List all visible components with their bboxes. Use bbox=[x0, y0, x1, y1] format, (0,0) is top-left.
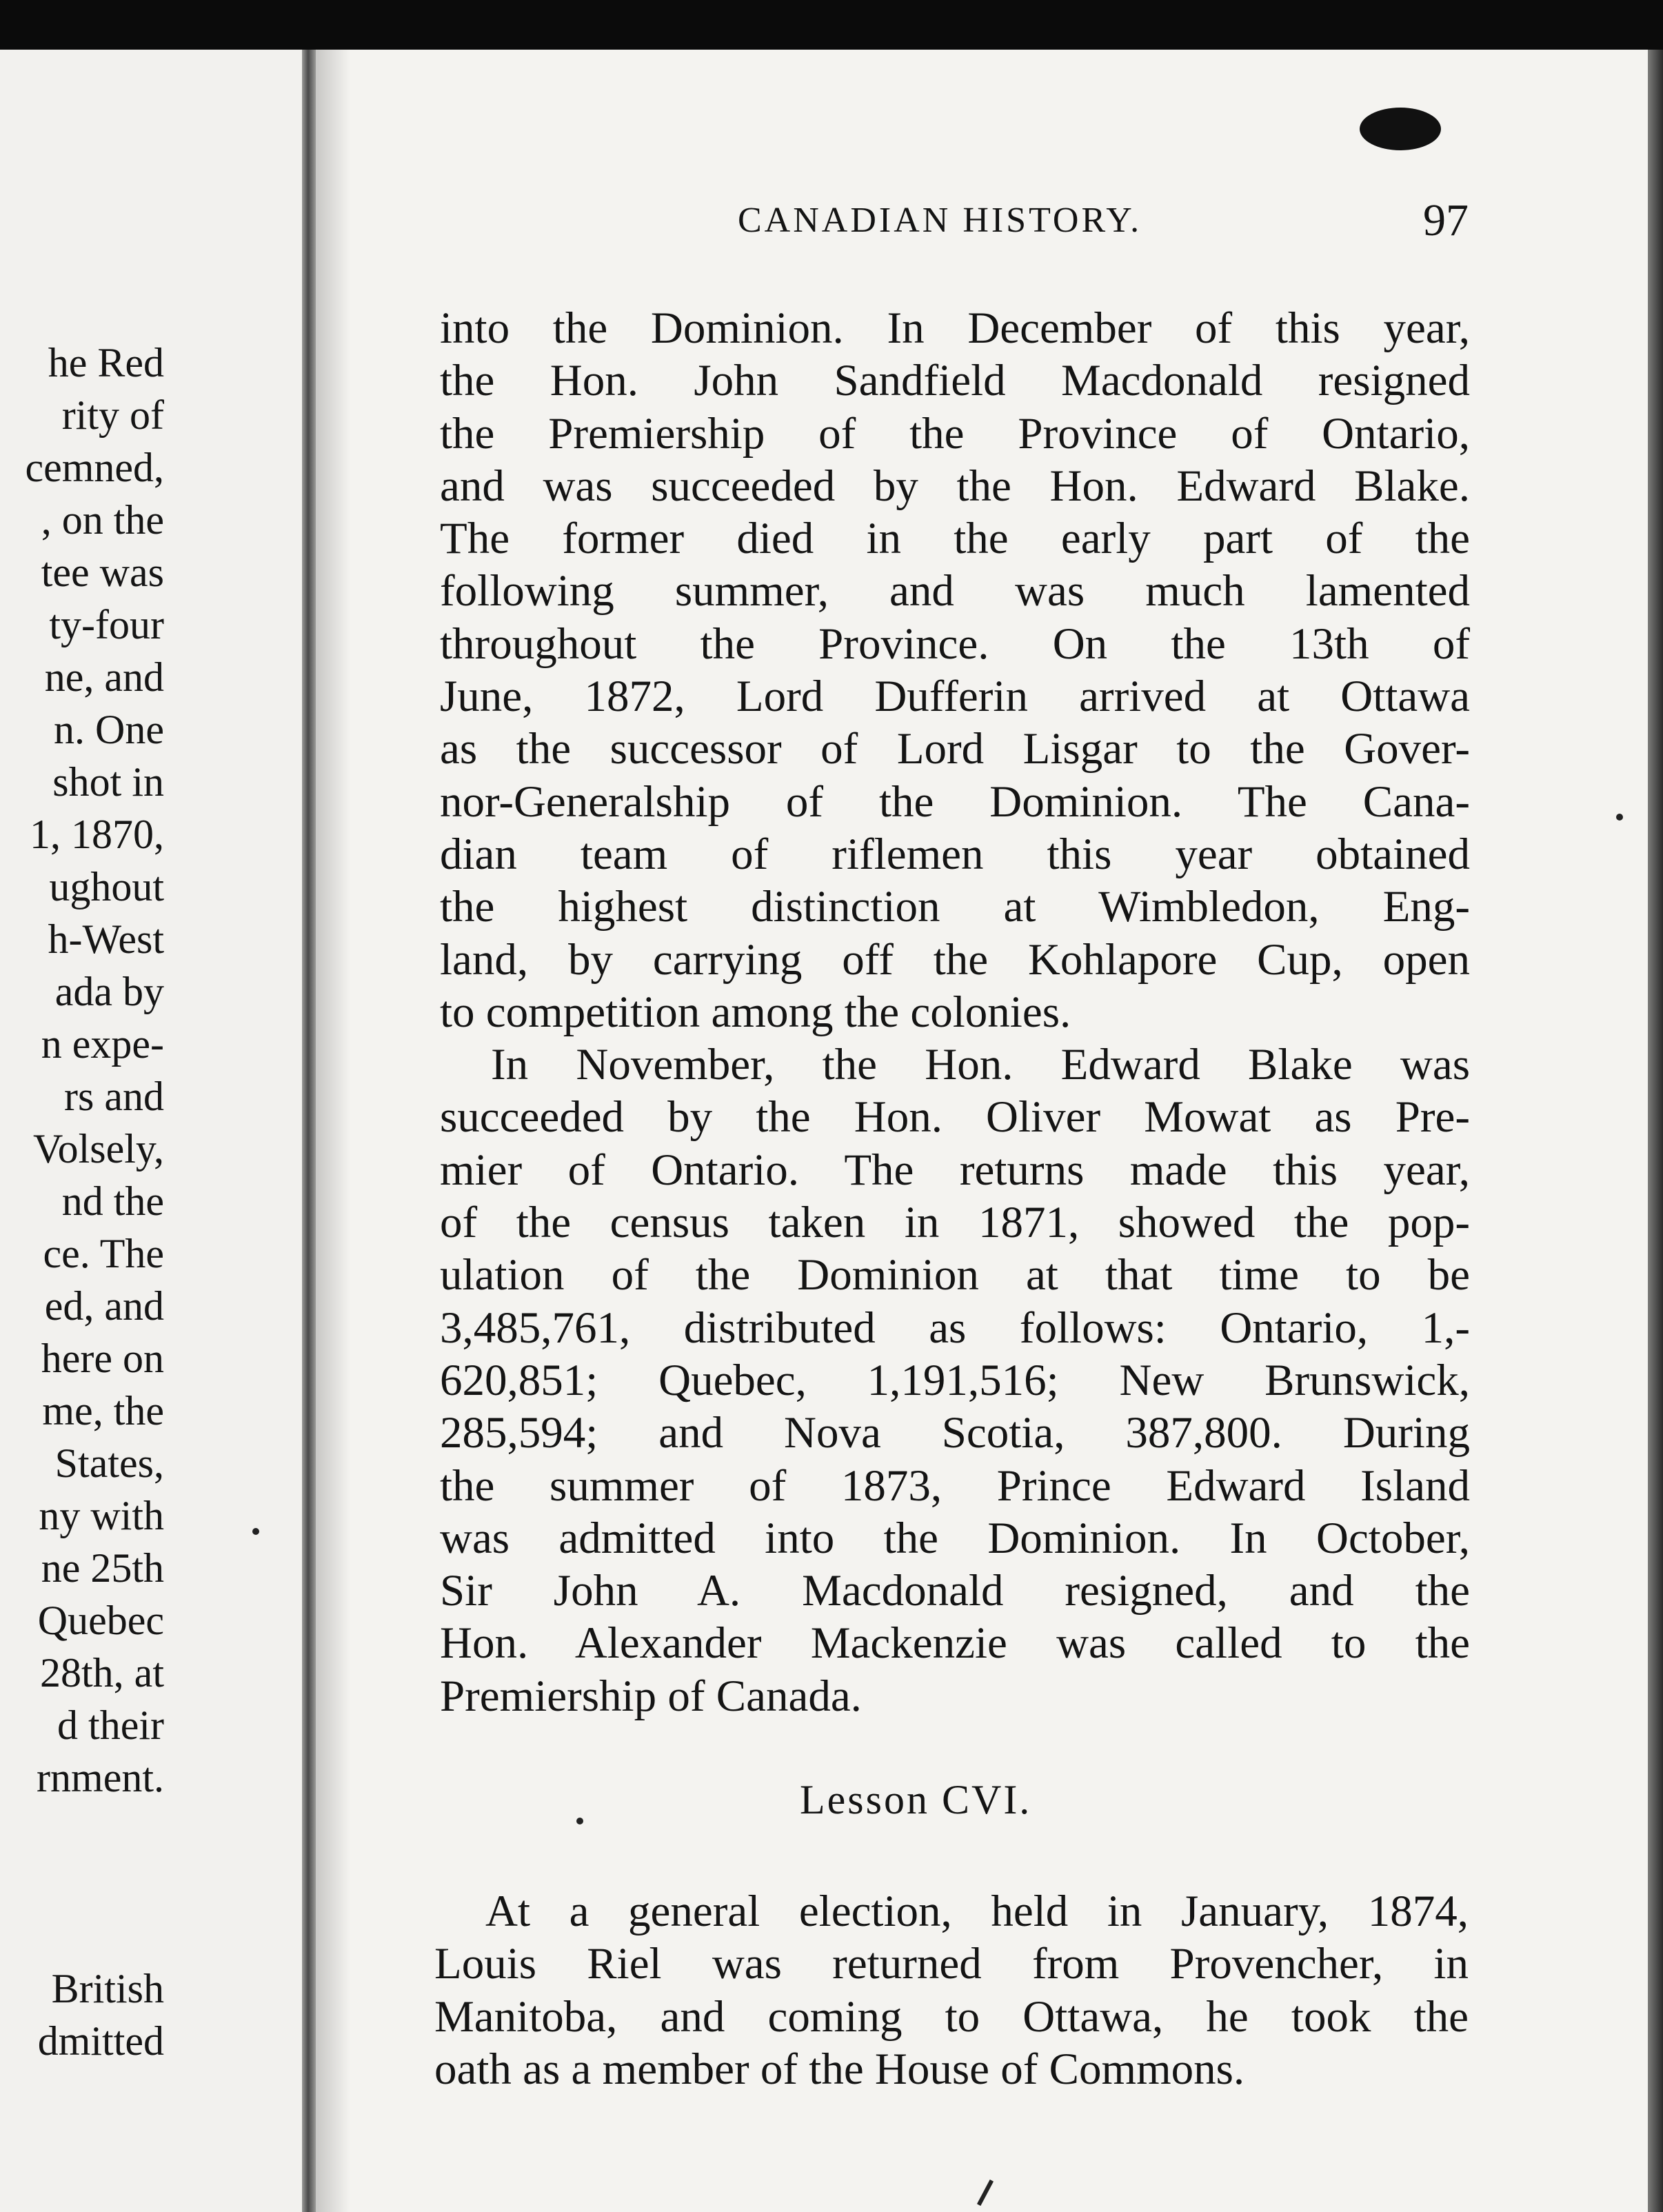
text-line: Manitoba, and coming to Ottawa, he took the bbox=[434, 1991, 1469, 2042]
facing-page-line: ce. The bbox=[43, 1231, 164, 1276]
facing-page-line: ty-four bbox=[49, 602, 164, 647]
facing-page-line: ny with bbox=[39, 1493, 164, 1538]
text-line: In November, the Hon. Edward Blake was bbox=[491, 1040, 1470, 1090]
text-line: as the successor of Lord Lisgar to the Gover- bbox=[440, 724, 1470, 774]
paragraph-3 bbox=[434, 1885, 1469, 2095]
facing-page-line: here on bbox=[41, 1336, 164, 1381]
facing-page-line: Volsely, bbox=[32, 1126, 164, 1172]
ink-blot bbox=[1360, 108, 1441, 150]
facing-page-line: British bbox=[51, 1966, 164, 2011]
page-gutter bbox=[302, 50, 316, 2212]
paragraph-2 bbox=[440, 1038, 1470, 1722]
facing-page-line: , on the bbox=[41, 497, 164, 543]
text-line: 3,485,761, distributed as follows: Ontario, 1,- bbox=[440, 1303, 1470, 1353]
text-line: oath as a member of the House of Commons. bbox=[434, 2044, 1245, 2094]
facing-page-line: Quebec bbox=[37, 1598, 164, 1643]
facing-page-line: shot in bbox=[52, 759, 164, 805]
text-line: the Premiership of the Province of Ontario, bbox=[440, 408, 1470, 459]
facing-page-line: nd the bbox=[61, 1178, 164, 1224]
gutter-shadow bbox=[316, 50, 350, 2212]
text-line: The former died in the early part of the bbox=[440, 514, 1470, 564]
facing-page-line: dmitted bbox=[37, 2018, 164, 2064]
text-line: the highest distinction at Wimbledon, Eng- bbox=[440, 882, 1470, 932]
text-line: into the Dominion. In December of this year, bbox=[440, 303, 1470, 353]
text-line: 620,851; Quebec, 1,191,516; New Brunswick, bbox=[440, 1355, 1470, 1405]
facing-page-line: tee was bbox=[41, 550, 164, 595]
text-line: succeeded by the Hon. Oliver Mowat as Pre- bbox=[440, 1092, 1470, 1143]
facing-page-line: n. One bbox=[54, 707, 164, 752]
facing-page-text bbox=[0, 336, 164, 2067]
text-line: and was succeeded by the Hon. Edward Blake. bbox=[440, 461, 1470, 511]
facing-page-line: 1, 1870, bbox=[30, 812, 164, 857]
text-line: Hon. Alexander Mackenzie was called to the bbox=[440, 1618, 1470, 1669]
text-line: nor-Generalship of the Dominion. The Cana- bbox=[440, 776, 1470, 827]
facing-page-line: ne 25th bbox=[41, 1545, 164, 1591]
text-line: Louis Riel was returned from Provencher, in bbox=[434, 1939, 1469, 1989]
text-line: June, 1872, Lord Dufferin arrived at Ottawa bbox=[440, 672, 1470, 722]
text-line: to competition among the colonies. bbox=[440, 987, 1071, 1037]
text-line: Sir John A. Macdonald resigned, and the bbox=[440, 1566, 1470, 1616]
facing-page-line: ne, and bbox=[44, 654, 164, 700]
running-head: CANADIAN HISTORY. bbox=[738, 201, 1142, 240]
text-line: dian team of riflemen this year obtained bbox=[440, 829, 1470, 879]
facing-page-line: he Red bbox=[48, 340, 164, 385]
facing-page-line: n expe- bbox=[41, 1021, 164, 1067]
page-edge bbox=[1648, 50, 1663, 2212]
text-line: Premiership of Canada. bbox=[440, 1671, 862, 1721]
facing-page-line: 28th, at bbox=[40, 1650, 164, 1696]
facing-page-line: rnment. bbox=[37, 1755, 164, 1800]
facing-page-line: d their bbox=[57, 1702, 164, 1748]
text-line: mier of Ontario. The returns made this year, bbox=[440, 1145, 1470, 1195]
speck bbox=[252, 1528, 259, 1535]
paragraph-1 bbox=[440, 302, 1470, 1038]
facing-page-line: ada by bbox=[54, 969, 164, 1014]
text-line: the summer of 1873, Prince Edward Island bbox=[440, 1460, 1470, 1511]
speck bbox=[1616, 814, 1623, 821]
text-line: of the census taken in 1871, showed the pop- bbox=[440, 1198, 1470, 1248]
body-text bbox=[440, 302, 1470, 1722]
facing-page-line: me, the bbox=[42, 1388, 164, 1434]
text-line: land, by carrying off the Kohlapore Cup, open bbox=[440, 934, 1470, 985]
facing-page-line: rity of bbox=[61, 392, 164, 438]
facing-page-line: States, bbox=[54, 1440, 164, 1486]
facing-page-line: rs and bbox=[64, 1074, 164, 1119]
text-line: the Hon. John Sandfield Macdonald resigned bbox=[440, 356, 1470, 406]
text-line: throughout the Province. On the 13th of bbox=[440, 619, 1470, 669]
lesson-heading: Lesson CVI. bbox=[800, 1777, 1032, 1822]
facing-page-line: h-West bbox=[48, 916, 164, 962]
speck bbox=[576, 1818, 583, 1824]
page-number: 97 bbox=[1423, 195, 1469, 245]
facing-page-line: ughout bbox=[49, 864, 164, 909]
text-line: following summer, and was much lamented bbox=[440, 566, 1470, 616]
text-line: ulation of the Dominion at that time to be bbox=[440, 1250, 1470, 1300]
lesson-body bbox=[434, 1885, 1469, 2095]
text-line: was admitted into the Dominion. In October, bbox=[440, 1513, 1470, 1563]
text-line: 285,594; and Nova Scotia, 387,800. During bbox=[440, 1408, 1470, 1458]
facing-page-line: ed, and bbox=[44, 1283, 164, 1329]
text-line: At a general election, held in January, 1874, bbox=[485, 1887, 1469, 1936]
facing-page-line: cemned, bbox=[25, 445, 164, 490]
